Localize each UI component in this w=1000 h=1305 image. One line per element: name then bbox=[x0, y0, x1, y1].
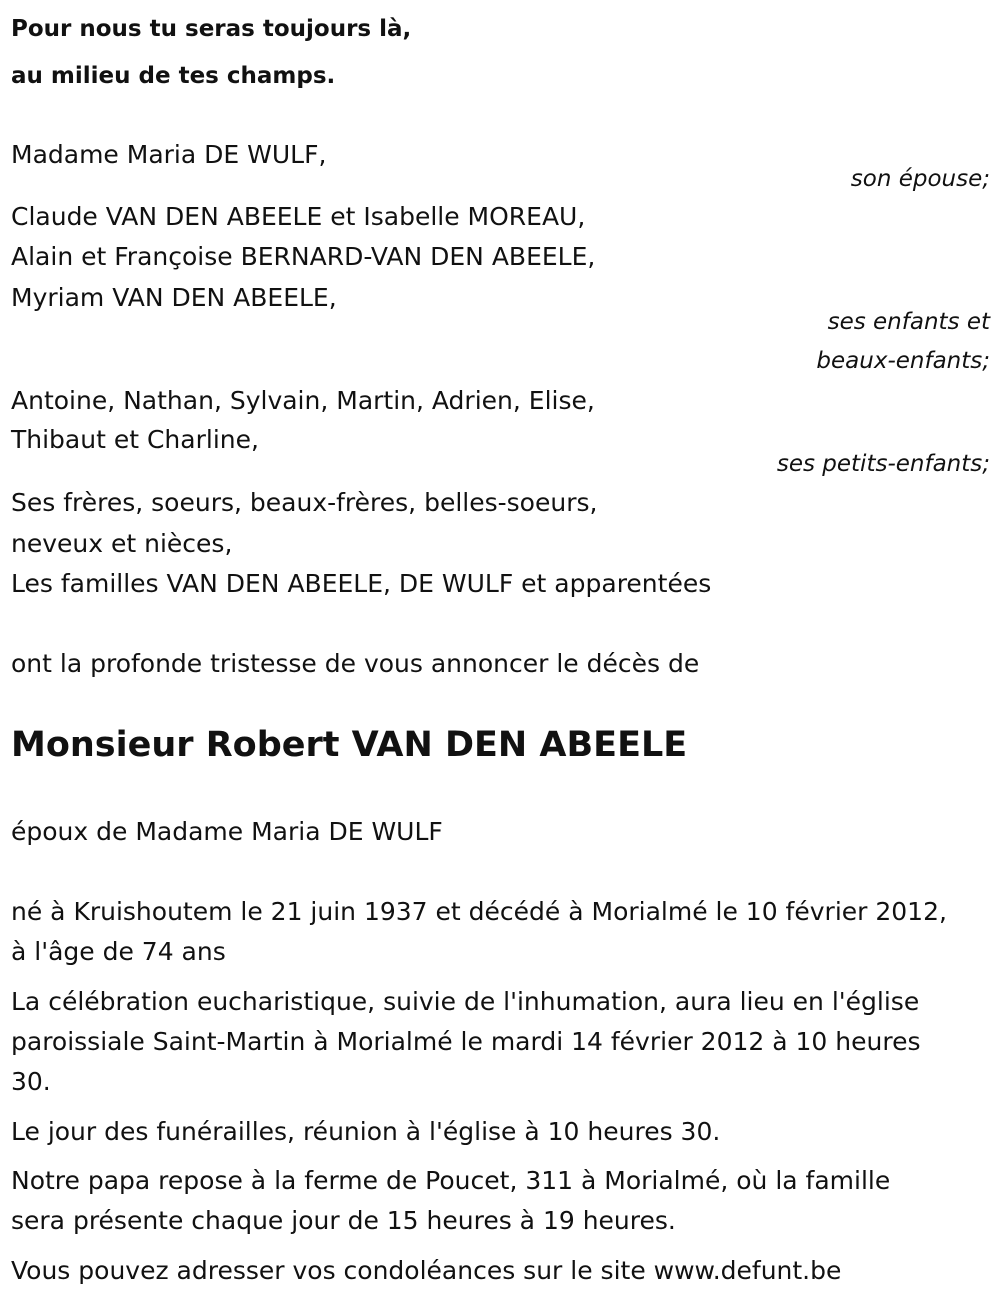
children-role-line-1: ses enfants et bbox=[827, 309, 990, 335]
child-line-1: Claude VAN DEN ABEELE et Isabelle MOREAU, bbox=[11, 202, 586, 231]
grandchildren-role: ses petits-enfants; bbox=[776, 451, 990, 477]
grandchildren-line-1: Antoine, Nathan, Sylvain, Martin, Adrien, Elise, bbox=[11, 386, 595, 415]
family-line-2: neveux et nièces, bbox=[11, 529, 233, 558]
child-line-2: Alain et Françoise BERNARD-VAN DEN ABEELE, bbox=[11, 242, 596, 271]
visitation-line-1: Notre papa repose à la ferme de Poucet, 311 à Morialmé, où la famille bbox=[11, 1166, 891, 1195]
visitation-line-2: sera présente chaque jour de 15 heures à 19 heures. bbox=[11, 1206, 676, 1235]
birth-death-line-2: à l'âge de 74 ans bbox=[11, 937, 226, 966]
epigraph-line-2: au milieu de tes champs. bbox=[11, 63, 336, 89]
spouse-of-text: époux de Madame Maria DE WULF bbox=[11, 817, 443, 846]
birth-death-line-1: né à Kruishoutem le 21 juin 1937 et décédé à Morialmé le 10 février 2012, bbox=[11, 897, 947, 926]
child-line-3: Myriam VAN DEN ABEELE, bbox=[11, 283, 337, 312]
spouse-name: Madame Maria DE WULF, bbox=[11, 140, 327, 169]
ceremony-line-1: La célébration eucharistique, suivie de l'inhumation, aura lieu en l'église bbox=[11, 987, 920, 1016]
grandchildren-line-2: Thibaut et Charline, bbox=[11, 425, 259, 454]
condolences-text: Vous pouvez adresser vos condoléances sur le site www.defunt.be bbox=[11, 1256, 842, 1285]
ceremony-line-2: paroissiale Saint-Martin à Morialmé le mardi 14 février 2012 à 10 heures bbox=[11, 1027, 921, 1056]
spouse-role: son épouse; bbox=[850, 166, 990, 192]
ceremony-line-3: 30. bbox=[11, 1067, 51, 1096]
deceased-name: Monsieur Robert VAN DEN ABEELE bbox=[11, 725, 688, 765]
announcement-text: ont la profonde tristesse de vous annoncer le décès de bbox=[11, 649, 700, 678]
family-line-1: Ses frères, soeurs, beaux-frères, belles-soeurs, bbox=[11, 488, 598, 517]
meeting-text: Le jour des funérailles, réunion à l'église à 10 heures 30. bbox=[11, 1117, 721, 1146]
family-line-3: Les familles VAN DEN ABEELE, DE WULF et apparentées bbox=[11, 569, 712, 598]
children-role-line-2: beaux-enfants; bbox=[816, 348, 990, 374]
epigraph-line-1: Pour nous tu seras toujours là, bbox=[11, 16, 412, 42]
